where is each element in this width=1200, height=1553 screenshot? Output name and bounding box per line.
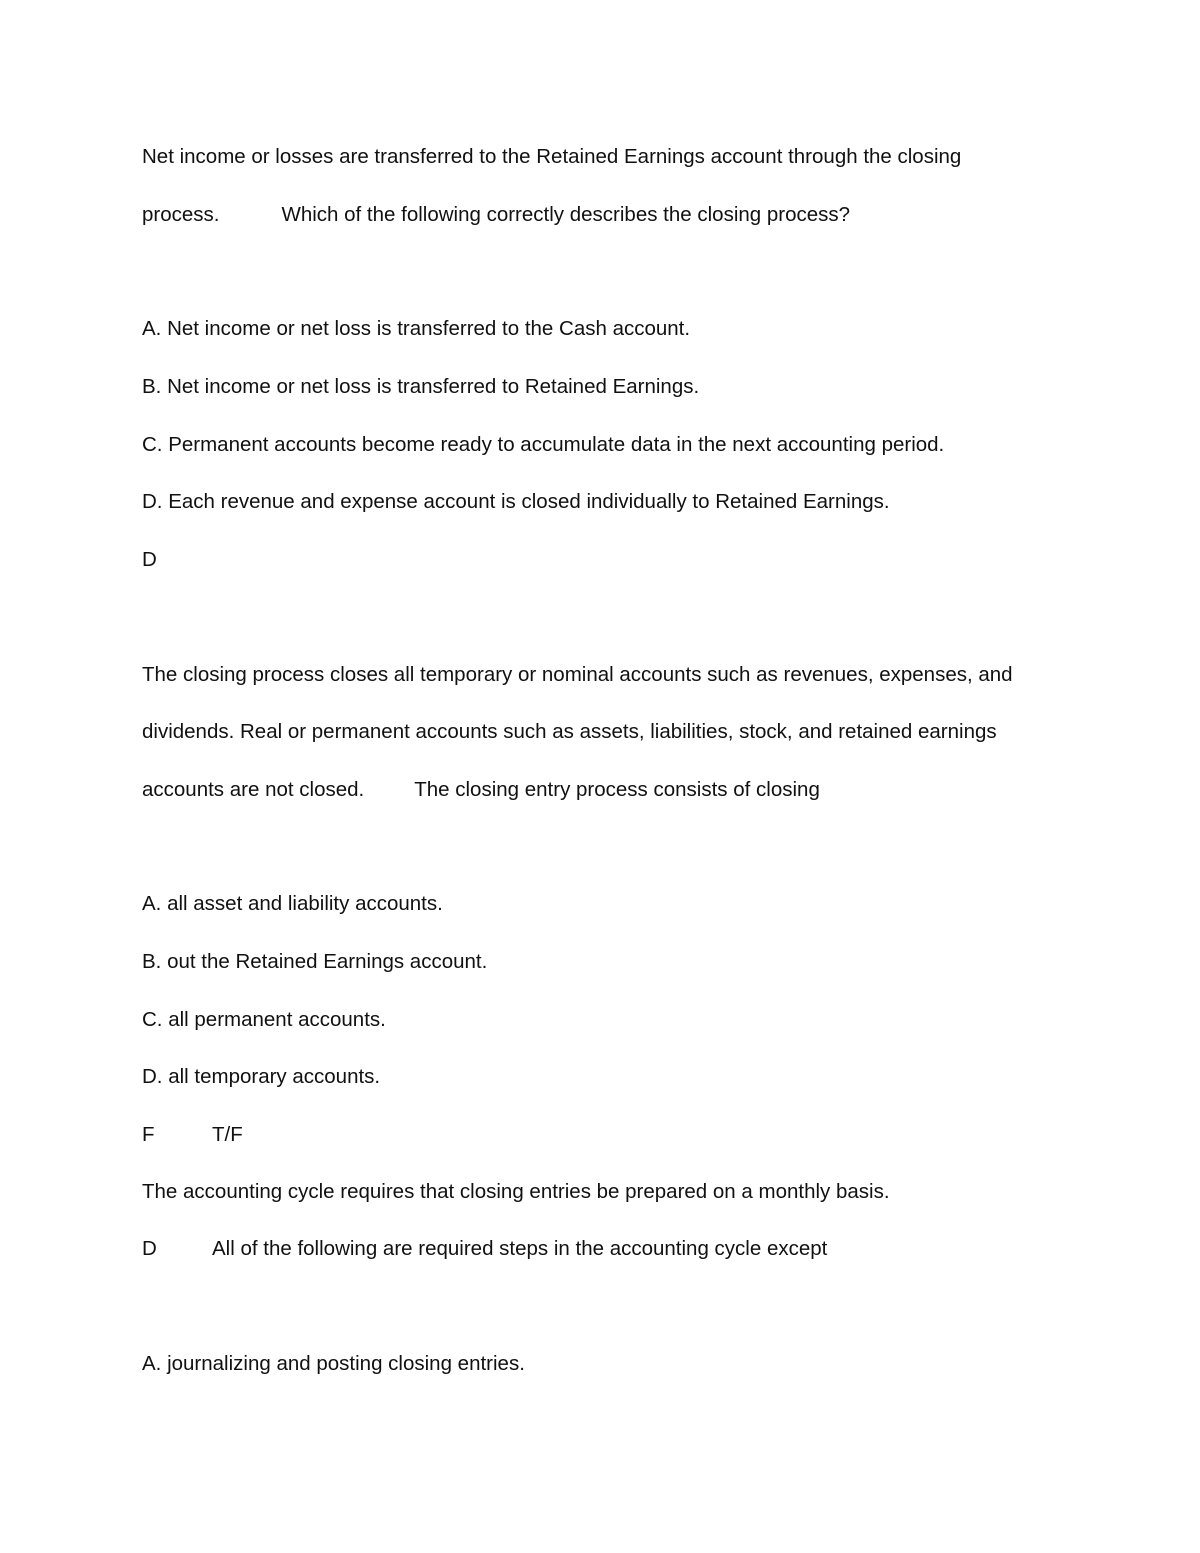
q1-stem-line-2 xyxy=(142,201,850,229)
q1-answer: D xyxy=(142,548,157,571)
q2-stem-line-3 xyxy=(142,776,820,804)
q4-option-a: A. journalizing and posting closing entries. xyxy=(142,1352,525,1375)
q3-type-label: T/F xyxy=(212,1123,243,1146)
q2-stem-line-2: dividends. Real or permanent accounts such as assets, liabilities, stock, and retained earnings xyxy=(142,720,997,743)
q1-stem-line-1: Net income or losses are transferred to the Retained Earnings account through the closing xyxy=(142,145,962,168)
q4-answer: D xyxy=(142,1237,157,1260)
q2-stem-line-3-part-1: accounts are not closed. xyxy=(142,778,365,801)
q3-answer-line xyxy=(142,1121,243,1149)
q2-option-d: D. all temporary accounts. xyxy=(142,1065,381,1088)
q3-answer: F xyxy=(142,1123,155,1146)
q4-stem-line xyxy=(142,1235,827,1263)
q1-option-a: A. Net income or net loss is transferred to the Cash account. xyxy=(142,317,691,340)
q1-option-c: C. Permanent accounts become ready to accumulate data in the next accounting period. xyxy=(142,433,945,456)
q1-option-b: B. Net income or net loss is transferred to Retained Earnings. xyxy=(142,375,700,398)
q1-stem-line-2-part-2: Which of the following correctly describes the closing process? xyxy=(281,203,851,226)
q2-option-a: A. all asset and liability accounts. xyxy=(142,892,443,915)
q2-option-b: B. out the Retained Earnings account. xyxy=(142,950,488,973)
q4-stem: All of the following are required steps in the accounting cycle except xyxy=(212,1237,828,1260)
q1-option-d: D. Each revenue and expense account is closed individually to Retained Earnings. xyxy=(142,490,890,513)
q1-stem-line-2-part-1: process. xyxy=(142,203,220,226)
q2-stem-line-1: The closing process closes all temporary or nominal accounts such as revenues, expenses, and xyxy=(142,663,1013,686)
q3-statement: The accounting cycle requires that closing entries be prepared on a monthly basis. xyxy=(142,1180,890,1203)
q2-stem-line-3-part-2: The closing entry process consists of closing xyxy=(414,778,820,801)
q2-option-c: C. all permanent accounts. xyxy=(142,1008,386,1031)
